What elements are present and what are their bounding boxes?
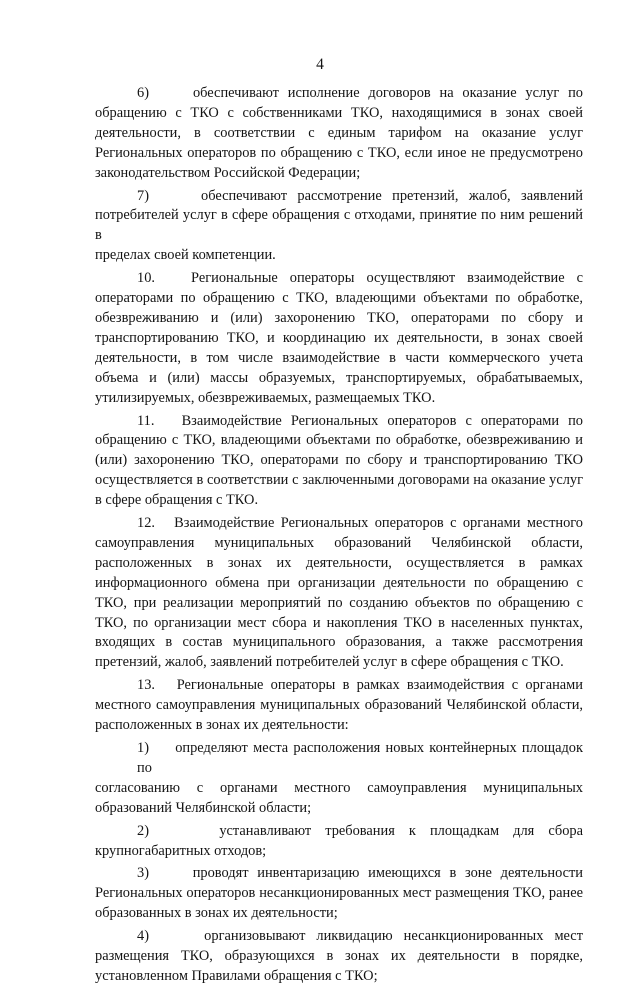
text-line: согласованию с органами местного самоуправления муниципальных (95, 779, 583, 796)
text-line: крупногабаритных отходов; (95, 842, 267, 859)
text-line: ТКО, по организации мест сбора и накопления ТКО в населенных пунктах, (95, 614, 583, 631)
text-line: обращению с ТКО с собственниками ТКО, находящимися в зонах своей (95, 104, 583, 121)
text-line: самоуправления муниципальных образований Челябинской области, (95, 534, 583, 551)
text-line: претензий, жалоб, заявлений потребителей услуг в сфере обращения с ТКО. (95, 654, 564, 671)
paragraph (95, 514, 583, 673)
paragraph (95, 822, 583, 862)
paragraph-first-line: 12. Взаимодействие Региональных операторов с органами местного (137, 515, 583, 532)
document-body (95, 84, 583, 990)
text-line: расположенных в зонах их деятельности: (95, 717, 349, 734)
page-number: 4 (316, 56, 324, 73)
text-line: осуществляется в соответствии с заключенными договорами на оказание услуг (95, 472, 583, 489)
paragraph-first-line: 6) обеспечивают исполнение договоров на оказание услуг по (137, 85, 583, 101)
paragraph-first-line: 10. Региональные операторы осуществляют взаимодействие с (137, 270, 583, 287)
text-line: Региональных операторов по обращению с ТКО, если иное не предусмотрено (95, 144, 583, 161)
paragraph (95, 187, 583, 267)
text-line: местного самоуправления муниципальных образований Челябинской области, (95, 697, 583, 714)
text-line: обращению с ТКО, владеющими объектами по обработке, обезвреживанию и (95, 432, 583, 449)
text-line: потребителей услуг в сфере обращения с отходами, принятие по ним решений в (95, 207, 583, 244)
text-line: законодательством Российской Федерации; (95, 164, 361, 181)
text-line: входящих в состав муниципального образования, а также рассмотрения (95, 634, 583, 651)
text-line: транспортированию ТКО, и координацию их деятельности, в зонах своей (95, 329, 583, 346)
paragraph-first-line: 3) проводят инвентаризацию имеющихся в зоне деятельности (137, 865, 583, 882)
paragraph (95, 864, 583, 924)
text-line: размещения ТКО, образующихся в зонах их деятельности в порядке, (95, 948, 583, 965)
text-line: образованных в зонах их деятельности; (95, 905, 338, 922)
paragraph (95, 269, 583, 408)
text-line: установленном Правилами обращения с ТКО; (95, 967, 378, 984)
text-line: деятельности, в соответствии с единым тарифом на оказание услуг (95, 124, 583, 141)
paragraph (95, 739, 583, 819)
text-line: (или) захоронению ТКО, операторами по сбору и транспортированию ТКО (95, 452, 583, 469)
paragraph-first-line: 7) обеспечивают рассмотрение претензий, жалоб, заявлений (137, 187, 583, 204)
paragraph (95, 412, 583, 512)
text-line: объема и (или) массы образуемых, транспортируемых, обрабатываемых, (95, 369, 583, 386)
text-line: деятельности, в том числе взаимодействие в части коммерческого учета (95, 349, 583, 366)
paragraph-first-line: 11. Взаимодействие Региональных операторов с операторами по (137, 412, 583, 429)
text-line: в сфере обращения с ТКО. (95, 492, 259, 509)
paragraph (95, 84, 583, 184)
text-line: обезвреживанию и (или) захоронению ТКО, операторами по сбору и (95, 309, 583, 326)
text-line: ТКО, при реализации мероприятий по созданию объектов по обращению с (95, 594, 583, 611)
paragraph-first-line: 1) определяют места расположения новых контейнерных площадок по (137, 740, 583, 776)
text-line: пределах своей компетенции. (95, 247, 276, 264)
text-line: Региональных операторов несанкционированных мест размещения ТКО, ранее (95, 885, 583, 902)
text-line: информационного обмена при организации деятельности по обращению с (95, 574, 583, 591)
paragraph-first-line: 4) организовывают ликвидацию несанкционированных мест (137, 928, 583, 945)
paragraph (95, 927, 583, 987)
text-line: расположенных в зонах их деятельности, осуществляется в рамках (95, 554, 583, 571)
text-line: операторами по обращению с ТКО, владеющими объектами по обработке, (95, 290, 583, 307)
text-line: образований Челябинской области; (95, 799, 312, 816)
text-line: утилизируемых, обезвреживаемых, размещаемых ТКО. (95, 389, 436, 406)
paragraph-first-line: 13. Региональные операторы в рамках взаимодействия с органами (137, 677, 583, 694)
paragraph-first-line: 2) устанавливают требования к площадкам для сбора (137, 822, 583, 839)
paragraph (95, 676, 583, 736)
